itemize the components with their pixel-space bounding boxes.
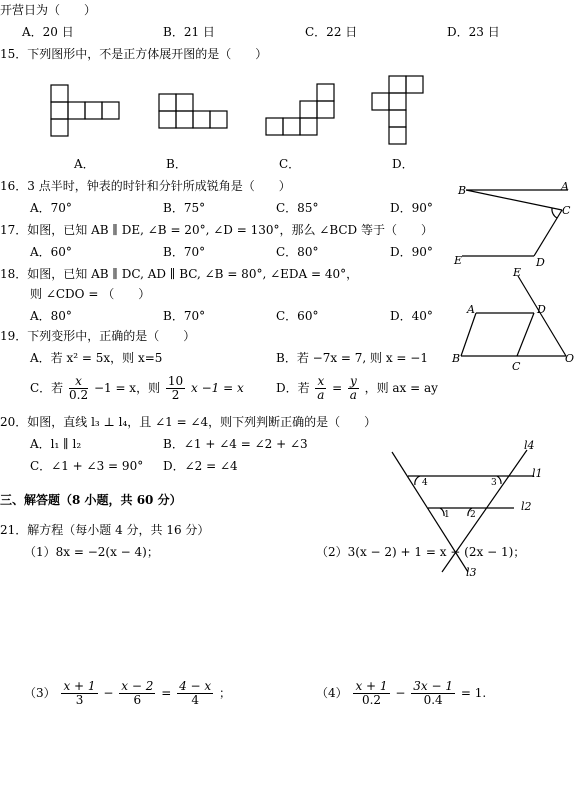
q19-c-fraction-1-num: x bbox=[69, 375, 88, 389]
q21-part-3-fraction-3-den: 4 bbox=[191, 693, 199, 707]
q21-part-3-fraction-2-den: 6 bbox=[133, 693, 142, 707]
q19-d-fraction-1-den: a bbox=[317, 388, 325, 402]
q14-option-b: B．21 日 bbox=[163, 25, 215, 39]
section-3-heading: 三、解答题（8 小题，共 60 分） bbox=[0, 493, 182, 507]
q15-label-c: C． bbox=[279, 157, 301, 171]
q18-option-b: B．70° bbox=[163, 309, 206, 323]
q19-option-d bbox=[276, 374, 438, 402]
q20-stem: 20．如图，直线 l₃ ⊥ l₄，且 ∠1 = ∠4，则下列判断正确的是（ ） bbox=[0, 415, 377, 429]
q21-part-4-fraction-1-num: x + 1 bbox=[355, 679, 388, 693]
q18-label-b: B bbox=[452, 352, 461, 365]
q14-stem-continuation: 开营日为（ ） bbox=[0, 3, 97, 17]
q17-stem: 17．如图，已知 AB ∥ DE, ∠B = 20°, ∠D = 130°，那么 ∠BCD 等于（ ） bbox=[0, 223, 433, 237]
q19-c-fraction-2-den: 2 bbox=[171, 388, 180, 402]
q21-part-4-fraction-2-den: 0.4 bbox=[423, 693, 443, 707]
q21-part-3-fraction-3 bbox=[177, 680, 213, 707]
q21-part-3-fraction-1-den: 3 bbox=[75, 693, 84, 707]
q18-label-d: D bbox=[537, 303, 546, 316]
q20-label-l3: l3 bbox=[466, 566, 477, 579]
q19-c-middle: −1 = x，则 bbox=[93, 381, 161, 395]
q21-stem: 21．解方程（每小题 4 分，共 16 分） bbox=[0, 523, 210, 537]
q21-part-3-fraction-3-num: 4 − x bbox=[179, 679, 212, 693]
q21-part-4-fraction-1-den: 0.2 bbox=[361, 693, 382, 707]
q17-label-a: A bbox=[561, 180, 569, 193]
q18-option-a: A．80° bbox=[30, 309, 72, 323]
q20-option-d: D．∠2 = ∠4 bbox=[163, 459, 238, 473]
q18-stem-line2: 则 ∠CDO = （ ） bbox=[30, 287, 151, 301]
q19-d-fraction-1-num: x bbox=[317, 374, 325, 388]
q21-part-3-equals: = bbox=[161, 686, 172, 700]
q19-c-fraction-2-num: 10 bbox=[167, 374, 184, 388]
q19-c-fraction-1-den: 0.2 bbox=[69, 388, 89, 402]
q21-part-3 bbox=[24, 678, 231, 708]
q18-stem: 18．如图，已知 AB ∥ DC, AD ∥ BC, ∠B = 80°, ∠EDA = 40°， bbox=[0, 267, 359, 281]
q21-part-3-end: ； bbox=[219, 686, 232, 700]
q17-figure bbox=[450, 178, 576, 270]
q17-label-d: D bbox=[536, 256, 545, 269]
q19-c-fraction-2 bbox=[166, 375, 185, 402]
q17-label-b: B bbox=[458, 184, 467, 197]
q15-label-d: D． bbox=[392, 157, 414, 171]
q17-option-a: A．60° bbox=[30, 245, 72, 259]
q18-label-e: E bbox=[513, 266, 522, 279]
q20-angle-1: 1 bbox=[444, 510, 450, 520]
q18-label-c: C bbox=[512, 360, 521, 373]
q15-label-a: A． bbox=[74, 157, 95, 171]
q21-part-2: （2）3(x − 2) + 1 = x − (2x − 1)； bbox=[316, 545, 526, 559]
q21-part-4-end: = 1. bbox=[460, 686, 487, 700]
q17-option-b: B．70° bbox=[163, 245, 206, 259]
q19-option-c bbox=[30, 374, 244, 402]
q15-net-c bbox=[265, 83, 337, 139]
q19-d-fraction-1 bbox=[315, 375, 326, 402]
q19-option-a: A．若 x² = 5x，则 x=5 bbox=[30, 351, 163, 365]
q20-option-c: C．∠1 + ∠3 = 90° bbox=[30, 459, 144, 473]
q20-label-l1: l1 bbox=[532, 467, 543, 480]
q15-label-b: B． bbox=[166, 157, 187, 171]
q15-net-d bbox=[371, 75, 426, 147]
q19-option-b: B．若 −7x = 7, 则 x = −1 bbox=[276, 351, 428, 365]
q19-stem: 19．下列变形中，正确的是（ ） bbox=[0, 329, 196, 343]
q16-option-b: B．75° bbox=[163, 201, 206, 215]
q17-option-d: D．90° bbox=[390, 245, 433, 259]
q20-option-a: A．l₁ ∥ l₂ bbox=[30, 437, 82, 451]
q14-option-a: A．20 日 bbox=[22, 25, 74, 39]
q21-part-4-minus: − bbox=[395, 686, 406, 700]
q16-option-c: C．85° bbox=[276, 201, 319, 215]
q19-c-prefix: C．若 bbox=[30, 381, 64, 395]
q21-part-4 bbox=[316, 678, 486, 708]
q15-net-b bbox=[158, 93, 230, 131]
q21-part-4-fraction-2 bbox=[411, 680, 455, 707]
q19-c-fraction-1 bbox=[69, 375, 88, 402]
q17-label-c: C bbox=[562, 204, 571, 217]
q19-d-equals: = bbox=[332, 381, 343, 395]
q18-option-c: C．60° bbox=[276, 309, 319, 323]
q20-option-b: B．∠1 + ∠4 = ∠2 + ∠3 bbox=[163, 437, 308, 451]
q17-option-c: C．80° bbox=[276, 245, 319, 259]
q21-part-3-fraction-1 bbox=[61, 680, 97, 707]
q21-part-4-prefix: （4） bbox=[316, 686, 348, 700]
q18-label-o: O bbox=[565, 352, 575, 365]
q21-part-4-fraction-1 bbox=[353, 680, 389, 707]
q15-stem: 15．下列图形中，不是正方体展开图的是（ ） bbox=[0, 47, 268, 61]
q21-part-3-fraction-2 bbox=[119, 680, 155, 707]
q15-net-a bbox=[50, 84, 122, 138]
q14-option-c: C．22 日 bbox=[305, 25, 358, 39]
q16-option-a: A．70° bbox=[30, 201, 72, 215]
q19-d-prefix: D．若 bbox=[276, 381, 310, 395]
q19-d-fraction-2-num: y bbox=[349, 374, 357, 388]
q21-part-1: （1）8x = −2(x − 4)； bbox=[24, 545, 159, 559]
q18-label-a: A bbox=[467, 303, 475, 316]
q21-part-3-minus: − bbox=[103, 686, 114, 700]
q20-angle-2: 2 bbox=[470, 510, 476, 520]
q16-option-d: D．90° bbox=[390, 201, 433, 215]
q17-label-e: E bbox=[454, 254, 463, 267]
q19-d-fraction-2 bbox=[348, 375, 359, 402]
q14-option-d: D．23 日 bbox=[447, 25, 500, 39]
q21-part-4-fraction-2-num: 3x − 1 bbox=[413, 679, 454, 693]
q16-stem: 16．3 点半时，钟表的时针和分针所成锐角是（ ） bbox=[0, 179, 291, 193]
q20-label-l2: l2 bbox=[521, 500, 532, 513]
q21-part-3-fraction-1-num: x + 1 bbox=[63, 679, 96, 693]
q20-angle-4: 4 bbox=[422, 478, 428, 488]
q21-part-3-fraction-2-num: x − 2 bbox=[121, 679, 154, 693]
q18-option-d: D．40° bbox=[390, 309, 433, 323]
q19-d-fraction-2-den: a bbox=[349, 388, 357, 402]
q20-angle-3: 3 bbox=[491, 478, 497, 488]
q19-c-suffix: x −1 = x bbox=[191, 381, 244, 395]
q20-label-l4: l4 bbox=[524, 439, 535, 452]
q19-d-suffix: ，则 ax = ay bbox=[364, 381, 438, 395]
q21-part-3-prefix: （3） bbox=[24, 686, 56, 700]
q18-figure bbox=[450, 264, 576, 372]
